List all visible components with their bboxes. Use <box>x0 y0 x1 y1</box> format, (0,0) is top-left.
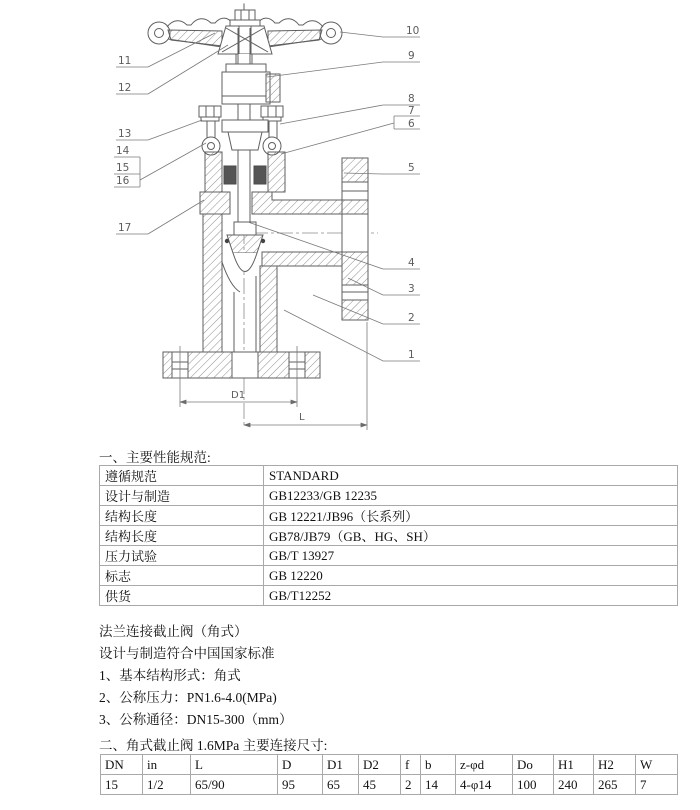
column-header: D1 <box>323 755 359 775</box>
callout-5: 5 <box>408 162 415 174</box>
column-header: H1 <box>554 755 594 775</box>
spec-value: STANDARD <box>264 466 678 486</box>
dimension-value: 95 <box>278 775 323 795</box>
column-header: W <box>636 755 678 775</box>
column-header: b <box>421 755 456 775</box>
spec-label: 供货 <box>100 586 264 606</box>
description-line: 设计与制造符合中国国家标准 <box>99 646 275 661</box>
callout-1: 1 <box>408 349 415 361</box>
description-line: 1、基本结构形式：角式 <box>99 668 241 683</box>
column-header: DN <box>101 755 143 775</box>
spec-label: 设计与制造 <box>100 486 264 506</box>
dimension-value: 65/90 <box>191 775 278 795</box>
spec-label: 结构长度 <box>100 506 264 526</box>
column-header: z-φd <box>456 755 513 775</box>
column-header: L <box>191 755 278 775</box>
outlet-flange <box>342 158 368 320</box>
callout-6: 6 <box>408 118 415 130</box>
spec-value: GB78/JB79（GB、HG、SH） <box>264 526 678 546</box>
dimension-value: 265 <box>594 775 636 795</box>
table-row <box>100 506 678 526</box>
dimension-value: 2 <box>401 775 421 795</box>
gland-plate <box>222 120 268 150</box>
callout-17: 17 <box>118 222 132 234</box>
dimension-d1-label: D1 <box>231 390 246 401</box>
section1-title: 一、主要性能规范: <box>99 450 211 465</box>
packing <box>224 166 236 184</box>
description-line: 3、公称通径：DN15-300（mm） <box>99 712 293 727</box>
table-row <box>100 466 678 486</box>
spec-label: 压力试验 <box>100 546 264 566</box>
callout-3: 3 <box>408 283 415 295</box>
spec-value: GB 12220 <box>264 566 678 586</box>
dimension-value: 100 <box>513 775 554 795</box>
table-row <box>100 486 678 506</box>
spec-label: 标志 <box>100 566 264 586</box>
callout-16: 16 <box>116 175 130 187</box>
spec-label: 结构长度 <box>100 526 264 546</box>
dimension-value: 65 <box>323 775 359 795</box>
table-row <box>100 586 678 606</box>
valve-disc <box>225 222 265 272</box>
callout-11: 11 <box>118 55 132 67</box>
table-row <box>100 546 678 566</box>
dimension-value: 4-φ14 <box>456 775 513 795</box>
performance-spec-table <box>99 465 678 606</box>
callout-10: 10 <box>406 25 420 37</box>
column-header: f <box>401 755 421 775</box>
product-description <box>99 621 293 731</box>
spec-label: 遵循规范 <box>100 466 264 486</box>
dimension-value: 45 <box>359 775 401 795</box>
column-header: in <box>143 755 191 775</box>
table-row <box>101 775 678 795</box>
column-header: Do <box>513 755 554 775</box>
dimension-value: 240 <box>554 775 594 795</box>
column-header: D2 <box>359 755 401 775</box>
dimension-value: 1/2 <box>143 775 191 795</box>
column-header: D <box>278 755 323 775</box>
section2-title: 二、角式截止阀 1.6MPa 主要连接尺寸: <box>99 738 328 753</box>
callout-13: 13 <box>118 128 132 140</box>
callout-15: 15 <box>116 162 130 174</box>
valve-body <box>203 192 342 378</box>
dimension-value: 15 <box>101 775 143 795</box>
dimension-value: 7 <box>636 775 678 795</box>
dimension-value: 14 <box>421 775 456 795</box>
column-header: H2 <box>594 755 636 775</box>
table-row <box>100 566 678 586</box>
callout-4: 4 <box>408 257 415 269</box>
table-header-row <box>101 755 678 775</box>
handwheel-hub <box>218 26 272 54</box>
callout-8: 8 <box>408 93 415 105</box>
spec-value: GB 12221/JB96（长系列） <box>264 506 678 526</box>
gland-bolt-left <box>199 106 221 155</box>
description-line: 法兰连接截止阀（角式） <box>99 624 248 639</box>
stem-nut <box>230 4 260 26</box>
bottom-flange <box>163 352 320 378</box>
dimension-l-label: L <box>299 412 305 423</box>
callout-12: 12 <box>118 82 132 94</box>
connection-dimensions-table <box>100 754 678 795</box>
spec-value: GB12233/GB 12235 <box>264 486 678 506</box>
description-line: 2、公称压力：PN1.6-4.0(MPa) <box>99 690 277 705</box>
spec-value: GB/T12252 <box>264 586 678 606</box>
spec-value: GB/T 13927 <box>264 546 678 566</box>
callout-14: 14 <box>116 145 130 157</box>
stem-bushing <box>222 64 280 104</box>
table-row <box>100 526 678 546</box>
callout-7: 7 <box>408 105 415 117</box>
callout-2: 2 <box>408 312 415 324</box>
callout-9: 9 <box>408 50 415 62</box>
